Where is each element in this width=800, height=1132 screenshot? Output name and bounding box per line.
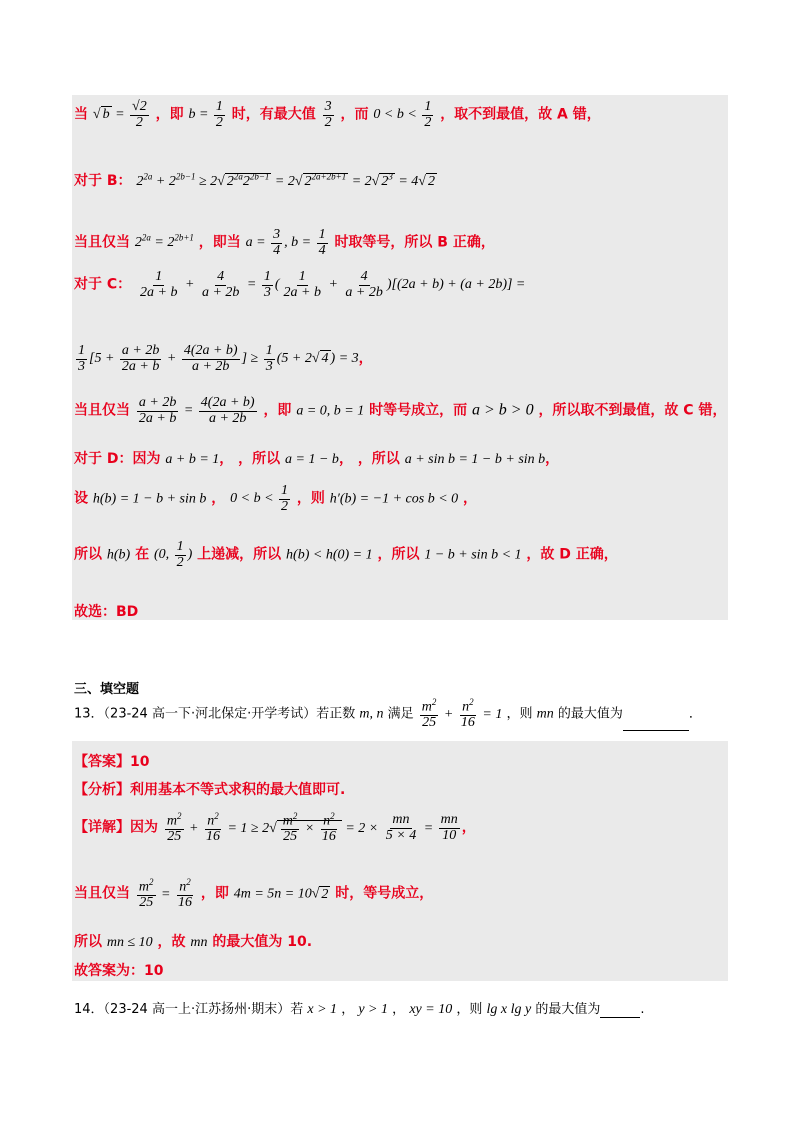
- choice-answer: 故选：BD: [74, 604, 139, 620]
- math-formula: 1 − b + sin b < 1: [424, 547, 522, 563]
- math-formula: $\frac{a + 2b}{2a + b}$ = $\frac{4(2a + b)}{a + 2b}$: [138, 395, 255, 426]
- math-formula: m, n: [359, 706, 384, 722]
- math-formula: a + b = 1: [165, 452, 220, 467]
- math-formula: h(b): [106, 547, 131, 563]
- solution-line-c-equality: 当且仅当 $\frac{a + 2b}{2a + b}$ = $\frac{4(2a + b)}{a + 2b}$ ，即 a = 0, b = 1 时等号成立，而 a > b > 0 ，所以取不到最值，故 C 错，: [74, 395, 727, 426]
- math-formula: a = 0, b = 1: [296, 403, 365, 419]
- solution-line-d-define: 设 h(b) = 1 − b + sin b ， 0 < b < $\frac{1}{2}$ ，则 h′(b) = −1 + cos b < 0 ，: [74, 483, 478, 514]
- math-formula: xy = 10: [409, 1002, 453, 1017]
- math-formula: y > 1: [358, 1002, 389, 1017]
- solution-line-b-equality: 当且仅当 $2^{2a} = 2^{2b+1}$ ，即当 a = $\frac{3}{4}$ , b = $\frac{1}{4}$ 时取等号，所以 B 正确，: [74, 227, 495, 258]
- math-formula: (0, $\frac{1}{2}$ ): [153, 539, 193, 570]
- math-formula: h(b) = 1 − b + sin b: [92, 491, 207, 507]
- math-formula: h(b) < h(0) = 1: [286, 547, 373, 563]
- final-answer: 故答案为：10: [74, 963, 164, 979]
- math-formula: $\frac{1}{3}$ [5 + $\frac{a + 2b}{2a + b}$ + $\frac{4(2a + b)}{a + 2b}$ ] ≥ $\frac{1}{3}$ (5 + 2√ 4 ) = 3: [78, 343, 359, 374]
- math-formula: 4m = 5n = 10√ 2: [233, 886, 329, 902]
- solution-line-a-option: 当 √ b = $\frac{√2}{2}$ ，即 b = $\frac{1}{2}$ 时，有最大值 $\frac{3}{2}$ ，而 0 < b < $\frac{1}{2}$ ，取不到最值，故 A 错，: [74, 99, 601, 130]
- math-formula: mn: [190, 935, 208, 950]
- math-formula: $\frac{m^2}{25}$ + $\frac{n^2}{16}$ = 1: [421, 697, 503, 731]
- equality-line: 当且仅当 $\frac{m^2}{25}$ = $\frac{n^2}{16}$ ，即 4m = 5n = 10√ 2 时，等号成立，: [74, 877, 434, 911]
- detail-line: 【详解】因为 $\frac{m^2}{25}$ + $\frac{n^2}{16}$ = 1 ≥ 2√ $\frac{m^2}{25}$ × $\frac{n^2}{16}$ = 2 × $\frac{mn}{5 \times 4}$ = $\frac{mn}{10}$ ，: [74, 811, 476, 845]
- answer-blank[interactable]: [623, 716, 689, 731]
- math-formula: h′(b) = −1 + cos b < 0: [329, 491, 459, 507]
- math-formula: √ b = $\frac{√2}{2}$: [92, 99, 147, 130]
- math-formula: b = $\frac{1}{2}$: [188, 99, 223, 130]
- section-heading: 三、填空题: [74, 682, 140, 697]
- analysis-line: 【分析】利用基本不等式求积的最大值即可.: [74, 782, 346, 798]
- math-formula: 0 < b < $\frac{1}{2}$: [373, 99, 432, 130]
- math-formula: mn ≤ 10: [106, 935, 153, 950]
- math-formula: lg x lg y: [486, 1002, 532, 1017]
- math-formula: a = $\frac{3}{4}$ , b = $\frac{1}{4}$: [245, 227, 326, 258]
- math-formula: $\frac{3}{2}$: [324, 99, 332, 130]
- math-formula: 0 < b < $\frac{1}{2}$: [230, 483, 289, 514]
- math-formula: a > b > 0: [471, 401, 534, 419]
- question-14: 14．（23-24 高一上·江苏扬州·期末）若 x > 1 ， y > 1 ， xy = 10 ，则 lg x lg y 的最大值为 .: [74, 1002, 645, 1017]
- solution-line-c-continue: $\frac{1}{3}$ [5 + $\frac{a + 2b}{2a + b}$ + $\frac{4(2a + b)}{a + 2b}$ ] ≥ $\frac{1}{3}$ (5 + 2√ 4 ) = 3，: [74, 344, 373, 374]
- solution-line-b-option: 对于 B： $2^{2a} + 2^{2b-1} \ge 2√$ $2^{2a}2^{2b-1} = 2√$ $2^{2a+2b+1} = 2√$ $2^3 = 4√$ 2: [74, 171, 435, 189]
- math-formula: a + sin b = 1 − b + sin b: [404, 452, 546, 467]
- math-formula: $2^{2a} = 2^{2b+1}$: [134, 232, 194, 251]
- math-formula: mn: [536, 706, 554, 722]
- math-formula: $2^{2a} + 2^{2b-1} \ge 2√$ $2^{2a}2^{2b-1} = 2√$ $2^{2a+2b+1} = 2√$ $2^3 = 4√$ 2: [136, 171, 435, 189]
- math-formula: a = 1 − b: [285, 452, 339, 467]
- math-formula: $\frac{1}{2a + b}$ + $\frac{4}{a + 2b}$ = $\frac{1}{3}$ ( $\frac{1}{2a + b}$ + $\frac{4}{a + 2b}$ )[(2a + b) + (a + 2b)] =: [140, 269, 526, 300]
- answer-line: 【答案】10: [74, 754, 150, 770]
- solution-line-c-option: 对于 C： $\frac{1}{2a + b}$ + $\frac{4}{a + 2b}$ = $\frac{1}{3}$ ( $\frac{1}{2a + b}$ + $\frac{4}{a + 2b}$ )[(2a + b) + (a + 2b)] =: [74, 269, 526, 300]
- math-formula: $\frac{m^2}{25}$ = $\frac{n^2}{16}$: [138, 877, 192, 911]
- answer-blank[interactable]: [600, 1003, 640, 1018]
- solution-line-d-option: 对于 D：因为 a + b = 1， ，所以 a = 1 − b， ，所以 a + sin b = 1 − b + sin b，: [74, 451, 560, 467]
- conclusion-line: 所以 mn ≤ 10 ，故 mn 的最大值为 10.: [74, 934, 313, 950]
- solution-line-d-conclude: 所以 h(b) 在 (0, $\frac{1}{2}$ ) 上递减，所以 h(b) < h(0) = 1 ，所以 1 − b + sin b < 1 ，故 D 正确，: [74, 539, 618, 570]
- math-formula: x > 1: [307, 1002, 338, 1017]
- math-formula: $\frac{m^2}{25}$ + $\frac{n^2}{16}$ = 1 ≥ 2√ $\frac{m^2}{25}$ × $\frac{n^2}{16}$ = 2 × $\frac{mn}{5 \times 4}$ = $\frac{mn}{10}$: [166, 811, 458, 845]
- question-13: 13．（23-24 高一下·河北保定·开学考试）若正数 m, n 满足 $\frac{m^2}{25}$ + $\frac{n^2}{16}$ = 1 ，则 mn 的最大值为 ．: [74, 697, 702, 731]
